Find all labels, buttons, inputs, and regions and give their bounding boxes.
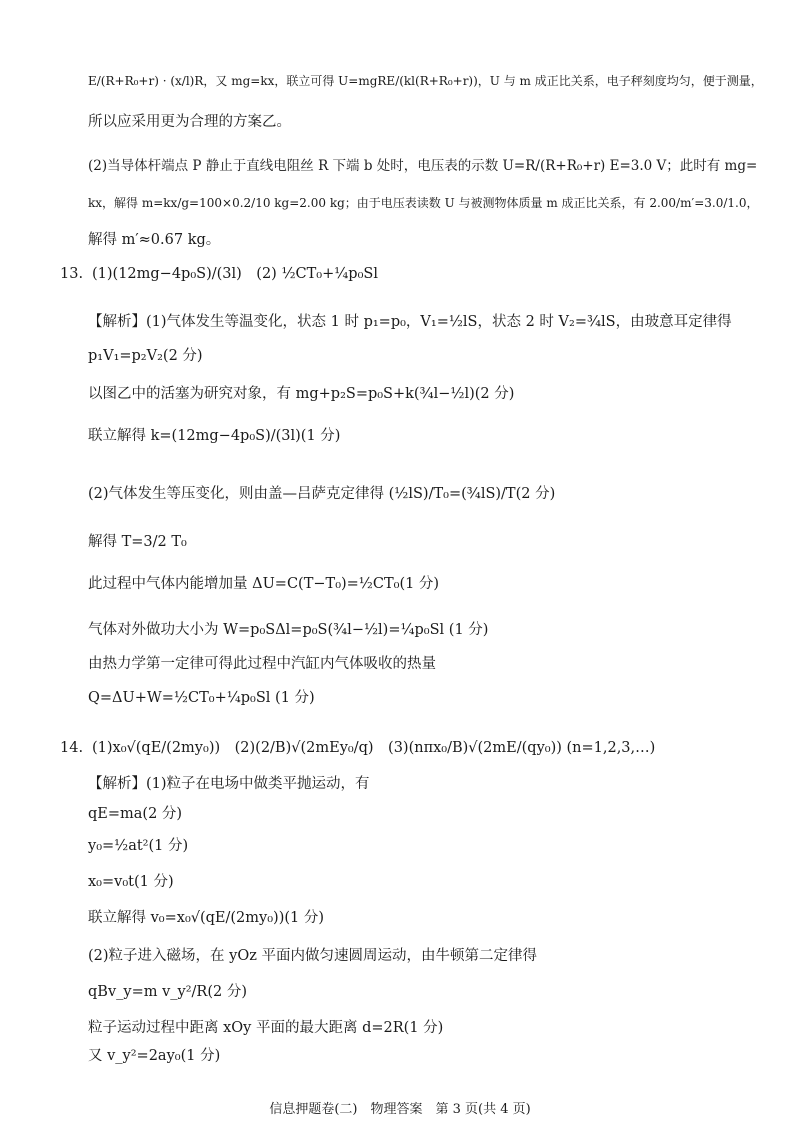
text-line-10: 联立解得 k=(12mg−4p₀S)/(3l)(1 分): [88, 428, 341, 444]
text-line-16: Q=ΔU+W=½CT₀+¼p₀Sl (1 分): [88, 690, 315, 706]
text-line-5: 解得 m′≈0.67 kg。: [88, 232, 221, 248]
text-line-14: 气体对外做功大小为 W=p₀SΔl=p₀S(¾l−½l)=¼p₀Sl (1 分): [88, 622, 489, 638]
question-number-13: 13.: [60, 266, 84, 282]
answer-13: (1)(12mg−4p₀S)/(3l) (2) ½CT₀+¼p₀Sl: [92, 266, 378, 282]
text-line-20: y₀=½at²(1 分): [88, 838, 189, 854]
text-line-9: 以图乙中的活塞为研究对象，有 mg+p₂S=p₀S+k(¾l−½l)(2 分): [88, 386, 515, 402]
text-line-21: x₀=v₀t(1 分): [88, 874, 174, 890]
analysis-13-intro: 【解析】(1)气体发生等温变化，状态 1 时 p₁=p₀，V₁=½lS，状态 2 时 V₂=¾lS，由玻意耳定律得: [88, 314, 732, 330]
text-line-22: 联立解得 v₀=x₀√(qE/(2my₀))(1 分): [88, 910, 324, 926]
text-line-1: E/(R+R₀+r) · (x/l)R，又 mg=kx，联立可得 U=mgRE/(kl(R+R₀+r))，U 与 m 成正比关系，电子秤刻度均匀，便于测量，: [88, 74, 763, 88]
text-line-26: 又 v_y²=2ay₀(1 分): [88, 1048, 221, 1064]
text-line-3: (2)当导体杆端点 P 静止于直线电阻丝 R 下端 b 处时，电压表的示数 U=R/(R+R₀+r) E=3.0 V；此时有 mg=: [88, 158, 758, 174]
text-line-15: 由热力学第一定律可得此过程中汽缸内气体吸收的热量: [88, 656, 436, 672]
text-line-4: kx，解得 m=kx/g=100×0.2/10 kg=2.00 kg；由于电压表读数 U 与被测物体质量 m 成正比关系，有 2.00/m′=3.0/1.0，: [88, 196, 759, 210]
page-footer: 信息押题卷(二) 物理答案 第 3 页(共 4 页): [269, 1102, 531, 1117]
text-line-8: p₁V₁=p₂V₂(2 分): [88, 348, 203, 364]
text-line-24: qBv_y=m v_y²/R(2 分): [88, 984, 247, 1000]
text-line-25: 粒子运动过程中距离 xOy 平面的最大距离 d=2R(1 分): [88, 1020, 444, 1036]
text-line-19: qE=ma(2 分): [88, 806, 183, 822]
text-line-12: 解得 T=3/2 T₀: [88, 534, 187, 550]
text-line-23: (2)粒子进入磁场，在 yOz 平面内做匀速圆周运动，由牛顿第二定律得: [88, 948, 537, 964]
answer-14: (1)x₀√(qE/(2my₀)) (2)(2/B)√(2mEy₀/q) (3)(nπx₀/B)√(2mE/(qy₀)) (n=1,2,3,…): [92, 740, 656, 756]
question-number-14: 14.: [60, 740, 84, 756]
text-line-2: 所以应采用更为合理的方案乙。: [88, 114, 291, 130]
analysis-14-intro: 【解析】(1)粒子在电场中做类平抛运动，有: [88, 776, 370, 792]
text-line-13: 此过程中气体内能增加量 ΔU=C(T−T₀)=½CT₀(1 分): [88, 576, 440, 592]
text-line-11: (2)气体发生等压变化，则由盖—吕萨克定律得 (½lS)/T₀=(¾lS)/T(2 分): [88, 486, 556, 502]
